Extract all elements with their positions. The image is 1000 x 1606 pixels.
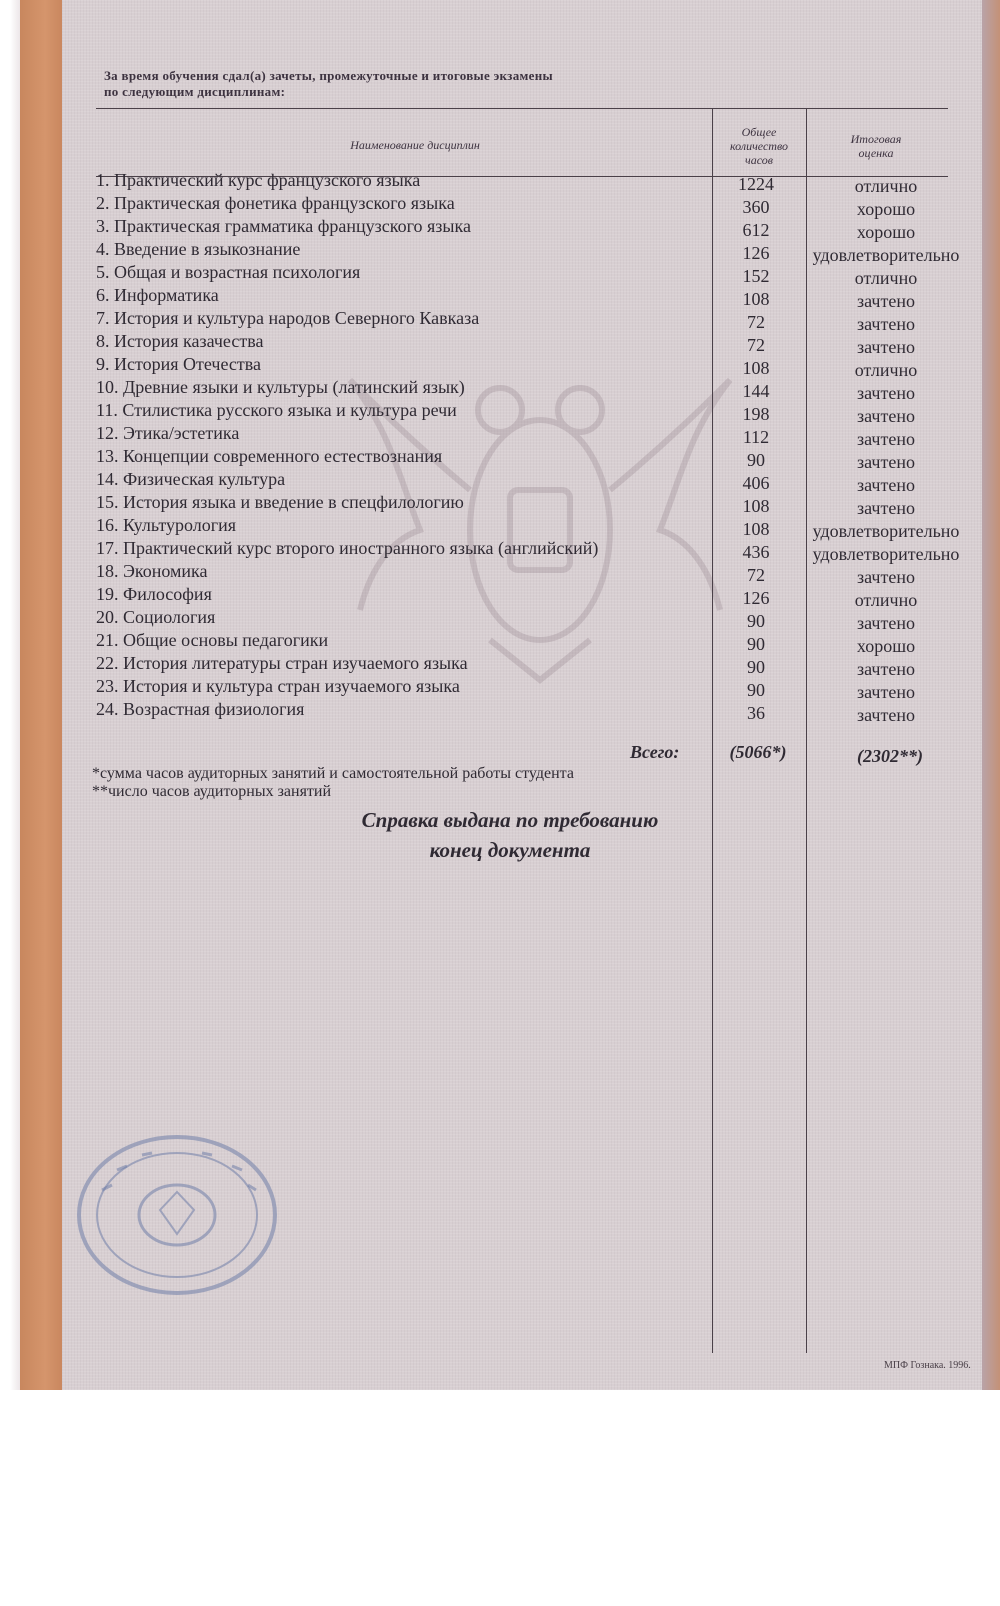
discipline-hours: 36: [747, 703, 765, 723]
discipline-name: 10. Древние языки и культуры (латинский язык): [96, 377, 465, 397]
discipline-name: 2. Практическая фонетика французского языка: [96, 193, 455, 213]
discipline-name: 23. История и культура стран изучаемого языка: [96, 676, 460, 696]
discipline-hours: 436: [742, 542, 770, 562]
header-top-rule: [96, 108, 948, 109]
discipline-hours: 72: [747, 565, 765, 585]
intro-text: [104, 68, 553, 100]
discipline-name: 11. Стилистика русского языка и культура речи: [96, 400, 457, 420]
table-row: [96, 652, 976, 679]
table-row: [96, 307, 976, 334]
table-row: [96, 629, 976, 656]
closing-line-2: конец документа: [429, 838, 591, 862]
discipline-hours: 90: [747, 450, 765, 470]
discipline-grade: зачтено: [857, 337, 915, 357]
discipline-name: 16. Культурология: [96, 515, 237, 535]
discipline-name: 8. История казачества: [96, 331, 264, 351]
discipline-hours: 112: [742, 427, 770, 447]
discipline-name: 17. Практический курс второго иностранного языка (английский): [96, 538, 599, 558]
discipline-name: 13. Концепции современного естествознания: [96, 446, 443, 466]
column-header-grade-line-1: Итоговая: [850, 132, 902, 146]
discipline-hours: 90: [747, 657, 765, 677]
discipline-grade: отлично: [854, 176, 918, 196]
table-row: [96, 445, 976, 472]
discipline-hours: 126: [742, 588, 770, 608]
discipline-name: 18. Экономика: [96, 561, 208, 581]
discipline-grade: зачтено: [857, 475, 915, 495]
total-hours: (5066*): [729, 742, 787, 762]
column-header-grade-line-2: оценка: [858, 146, 894, 160]
right-border-band: [982, 0, 1000, 1390]
table-row: [96, 560, 976, 587]
discipline-hours: 152: [742, 266, 770, 286]
table-row: [96, 353, 976, 380]
discipline-name: 1. Практический курс французского языка: [96, 170, 421, 190]
closing-line-1: Справка выдана по требованию: [361, 808, 659, 832]
discipline-grade: хорошо: [856, 199, 916, 219]
discipline-grade: удовлетворительно: [812, 521, 960, 541]
table-row: [96, 261, 976, 288]
discipline-grade: зачтено: [857, 291, 915, 311]
discipline-name: 6. Информатика: [96, 285, 219, 305]
discipline-name: 9. История Отечества: [96, 354, 262, 374]
discipline-grade: отлично: [854, 268, 918, 288]
discipline-hours: 126: [742, 243, 770, 263]
discipline-name: 22. История литературы стран изучаемого языка: [96, 653, 468, 673]
discipline-grade: зачтено: [857, 682, 915, 702]
table-row: [96, 675, 976, 702]
table-row: [96, 330, 976, 357]
discipline-hours: 90: [747, 634, 765, 654]
table-row: [96, 376, 976, 403]
intro-line-1: За время обучения сдал(а) зачеты, промежуточные и итоговые экзамены: [104, 68, 553, 83]
discipline-hours: 72: [747, 312, 765, 332]
discipline-grade: зачтено: [857, 498, 915, 518]
discipline-grade: зачтено: [857, 567, 915, 587]
closing-statement: [300, 805, 720, 865]
round-seal-stamp-icon: [72, 1130, 282, 1300]
discipline-name: 24. Возрастная физиология: [96, 699, 305, 719]
discipline-grade: хорошо: [856, 636, 916, 656]
footnote-total-hours: *сумма часов аудиторных занятий и самостоятельной работы студента: [92, 765, 574, 782]
discipline-hours: 198: [742, 404, 770, 424]
discipline-hours: 72: [747, 335, 765, 355]
discipline-hours: 90: [747, 680, 765, 700]
discipline-grade: удовлетворительно: [812, 544, 960, 564]
discipline-grade: отлично: [854, 590, 918, 610]
table-row: [96, 583, 976, 610]
discipline-name: 19. Философия: [96, 584, 212, 604]
discipline-name: 3. Практическая грамматика французского языка: [96, 216, 471, 236]
left-border-band: [20, 0, 62, 1390]
discipline-grade: зачтено: [857, 452, 915, 472]
total-auditory-hours: (2302**): [857, 746, 923, 766]
discipline-grade: зачтено: [857, 314, 915, 334]
discipline-hours: 406: [742, 473, 770, 493]
discipline-grade: отлично: [854, 360, 918, 380]
discipline-hours: 108: [742, 519, 770, 539]
column-header-grade: [806, 132, 946, 160]
discipline-grade: хорошо: [856, 222, 916, 242]
column-header-hours: [712, 125, 806, 167]
printer-mark: МПФ Гознака. 1996.: [884, 1360, 971, 1371]
column-header-hours-line-3: часов: [745, 153, 773, 167]
discipline-name: 21. Общие основы педагогики: [96, 630, 329, 650]
total-label: Всего:: [630, 742, 680, 762]
table-row: [96, 422, 976, 449]
table-row: [96, 192, 976, 219]
table-row: [96, 698, 976, 725]
intro-line-2: по следующим дисциплинам:: [104, 84, 286, 99]
discipline-name: 4. Введение в языкознание: [96, 239, 301, 259]
discipline-hours: 1224: [738, 174, 774, 194]
column-header-name: Наименование дисциплин: [350, 138, 480, 152]
discipline-hours: 108: [742, 496, 770, 516]
discipline-name: 14. Физическая культура: [96, 469, 286, 489]
discipline-grade: зачтено: [857, 705, 915, 725]
column-header-hours-line-1: Общее: [741, 125, 777, 139]
table-row: [96, 468, 976, 495]
discipline-name: 12. Этика/эстетика: [96, 423, 240, 443]
table-row: [96, 215, 976, 242]
discipline-hours: 360: [742, 197, 770, 217]
discipline-grade: зачтено: [857, 383, 915, 403]
table-row: [96, 169, 976, 196]
discipline-grade: зачтено: [857, 406, 915, 426]
discipline-grade: зачтено: [857, 659, 915, 679]
table-row: [96, 514, 976, 541]
discipline-name: 15. История языка и введение в спецфилологию: [96, 492, 464, 512]
table-row: [96, 399, 976, 426]
table-row: [96, 537, 976, 564]
discipline-grade: зачтено: [857, 429, 915, 449]
table-row: [96, 284, 976, 311]
discipline-grade: удовлетворительно: [812, 245, 960, 265]
table-row: [96, 606, 976, 633]
discipline-name: 7. История и культура народов Северного Кавказа: [96, 308, 480, 328]
discipline-grade: зачтено: [857, 613, 915, 633]
discipline-name: 5. Общая и возрастная психология: [96, 262, 361, 282]
discipline-hours: 612: [742, 220, 770, 240]
column-header-hours-line-2: количество: [729, 139, 789, 153]
table-row: [96, 491, 976, 518]
discipline-name: 20. Социология: [96, 607, 216, 627]
discipline-hours: 90: [747, 611, 765, 631]
footnote-auditory-hours: **число часов аудиторных занятий: [92, 783, 332, 800]
discipline-hours: 108: [742, 289, 770, 309]
table-row: [96, 238, 976, 265]
paper-edge: [10, 0, 20, 1390]
discipline-hours: 144: [742, 381, 770, 401]
discipline-hours: 108: [742, 358, 770, 378]
